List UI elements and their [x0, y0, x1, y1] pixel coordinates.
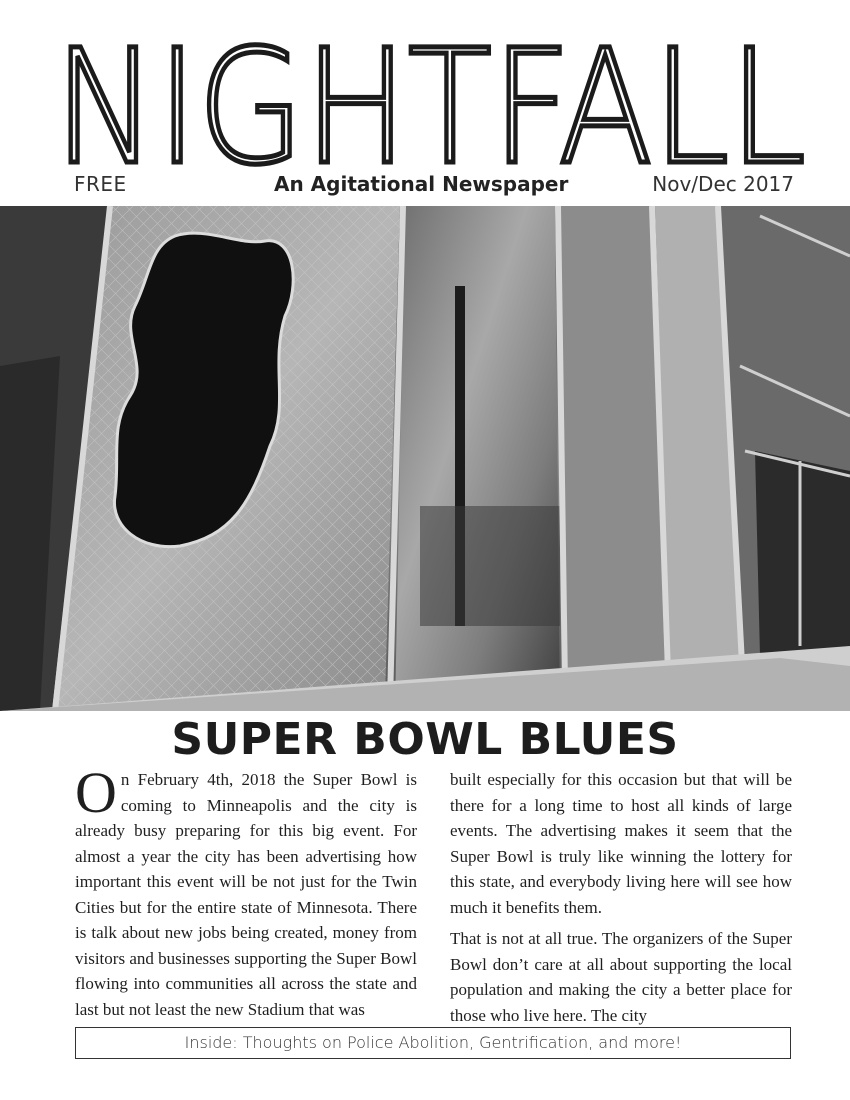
inside-teaser-box: [75, 1027, 791, 1059]
paragraph-1-continuation: built especially for this occasion but that will be there for a long time to host all kinds of large events. The advertising makes it seem that the Super Bowl is truly like winning the lottery for this state, and everybody living here will see how much it benefits them.: [450, 770, 792, 917]
paragraph-2: That is not at all true. The organizers of the Super Bowl don’t care at all about supporting the local population and making the city a better place for those who live here. The city: [450, 929, 792, 1025]
broken-window-photo: [0, 206, 850, 711]
article-column-right: [450, 767, 792, 1034]
price-label: FREE: [74, 172, 127, 196]
inside-teaser-text: Inside: Thoughts on Police Abolition, Gentrification, and more!: [184, 1033, 682, 1052]
article-column-left: [75, 760, 417, 1028]
nightfall-logo-text: NIGHTFALL: [54, 40, 806, 175]
paragraph-1-text: n February 4th, 2018 the Super Bowl is coming to Minneapolis and the city is already busy preparing for this big event. For almost a year the city has been advertising how important this event will be not just for the Twin Cities but for the entire state of Minnesota. There is talk about new jobs being created, money from visitors and businesses supporting the Super Bowl flowing into communities all across the state and last but not least the new Stadium that was: [75, 770, 417, 1019]
drop-cap: O: [75, 760, 117, 825]
masthead-subbar: [74, 172, 794, 202]
tagline: An Agitational Newspaper: [274, 172, 569, 196]
article-paragraph: [75, 760, 417, 1022]
masthead-title: [50, 40, 810, 175]
issue-date: Nov/Dec 2017: [652, 172, 794, 196]
article-headline: SUPER BOWL BLUES: [171, 714, 679, 765]
